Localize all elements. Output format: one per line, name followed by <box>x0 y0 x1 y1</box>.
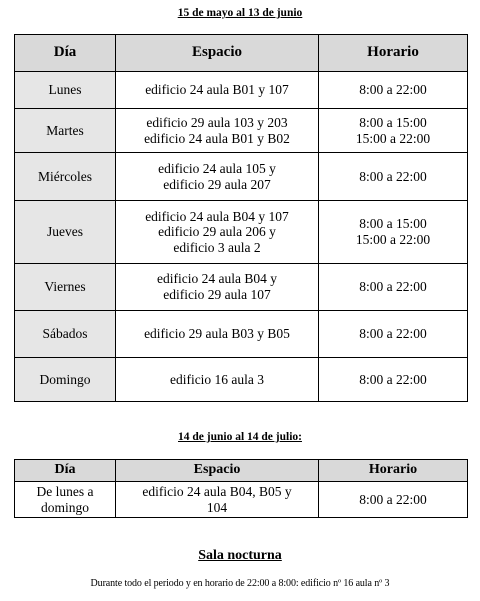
night-room-title: Sala nocturna <box>198 548 282 563</box>
hours-cell: 8:00 a 22:00 <box>319 264 468 311</box>
table-row-sabados <box>15 311 468 358</box>
day-cell: Jueves <box>15 201 116 264</box>
space-cell: edificio 24 aula B01 y 107 <box>116 72 319 109</box>
hours-cell: 8:00 a 22:00 <box>319 153 468 201</box>
column-header-space: Espacio <box>116 460 319 482</box>
hours-cell: 8:00 a 22:00 <box>319 72 468 109</box>
column-header-day: Día <box>15 35 116 72</box>
space-cell: edificio 24 aula B04, B05 y 104 <box>116 482 319 518</box>
hours-cell: 8:00 a 22:00 <box>319 358 468 402</box>
column-header-hours: Horario <box>319 35 468 72</box>
hours-cell: 8:00 a 22:00 <box>319 482 468 518</box>
day-cell: Sábados <box>15 311 116 358</box>
space-cell: edificio 24 aula B04 y 107 edificio 29 aula 206 y edificio 3 aula 2 <box>116 201 319 264</box>
space-cell: edificio 24 aula B04 y edificio 29 aula 107 <box>116 264 319 311</box>
hours-cell: 8:00 a 22:00 <box>319 311 468 358</box>
day-cell: De lunes a domingo <box>15 482 116 518</box>
hours-cell: 8:00 a 15:00 15:00 a 22:00 <box>319 201 468 264</box>
table-row-martes <box>15 109 468 153</box>
space-cell: edificio 29 aula 103 y 203 edificio 24 aula B01 y B02 <box>116 109 319 153</box>
table-row-lunes <box>15 72 468 109</box>
space-cell: edificio 16 aula 3 <box>116 358 319 402</box>
table-row-miercoles <box>15 153 468 201</box>
period-2-title: 14 de junio al 14 de julio: <box>178 431 302 443</box>
night-room-note: Durante todo el periodo y en horario de 22:00 a 8:00: edificio nº 16 aula nº 3 <box>90 578 390 589</box>
schedule-table-period-1 <box>14 34 468 402</box>
schedule-table-period-2 <box>14 459 468 518</box>
table-row-domingo <box>15 358 468 402</box>
day-cell: Viernes <box>15 264 116 311</box>
column-header-space: Espacio <box>116 35 319 72</box>
day-cell: Lunes <box>15 72 116 109</box>
column-header-hours: Horario <box>319 460 468 482</box>
column-header-day: Día <box>15 460 116 482</box>
day-cell: Domingo <box>15 358 116 402</box>
day-cell: Martes <box>15 109 116 153</box>
period-1-title: 15 de mayo al 13 de junio <box>177 7 303 19</box>
table-row-viernes <box>15 264 468 311</box>
space-cell: edificio 29 aula B03 y B05 <box>116 311 319 358</box>
hours-cell: 8:00 a 15:00 15:00 a 22:00 <box>319 109 468 153</box>
space-cell: edificio 24 aula 105 y edificio 29 aula 207 <box>116 153 319 201</box>
table-row-lunes-a-domingo <box>15 482 468 518</box>
table-header-row <box>15 35 468 72</box>
table-header-row <box>15 460 468 482</box>
table-row-jueves <box>15 201 468 264</box>
day-cell: Miércoles <box>15 153 116 201</box>
